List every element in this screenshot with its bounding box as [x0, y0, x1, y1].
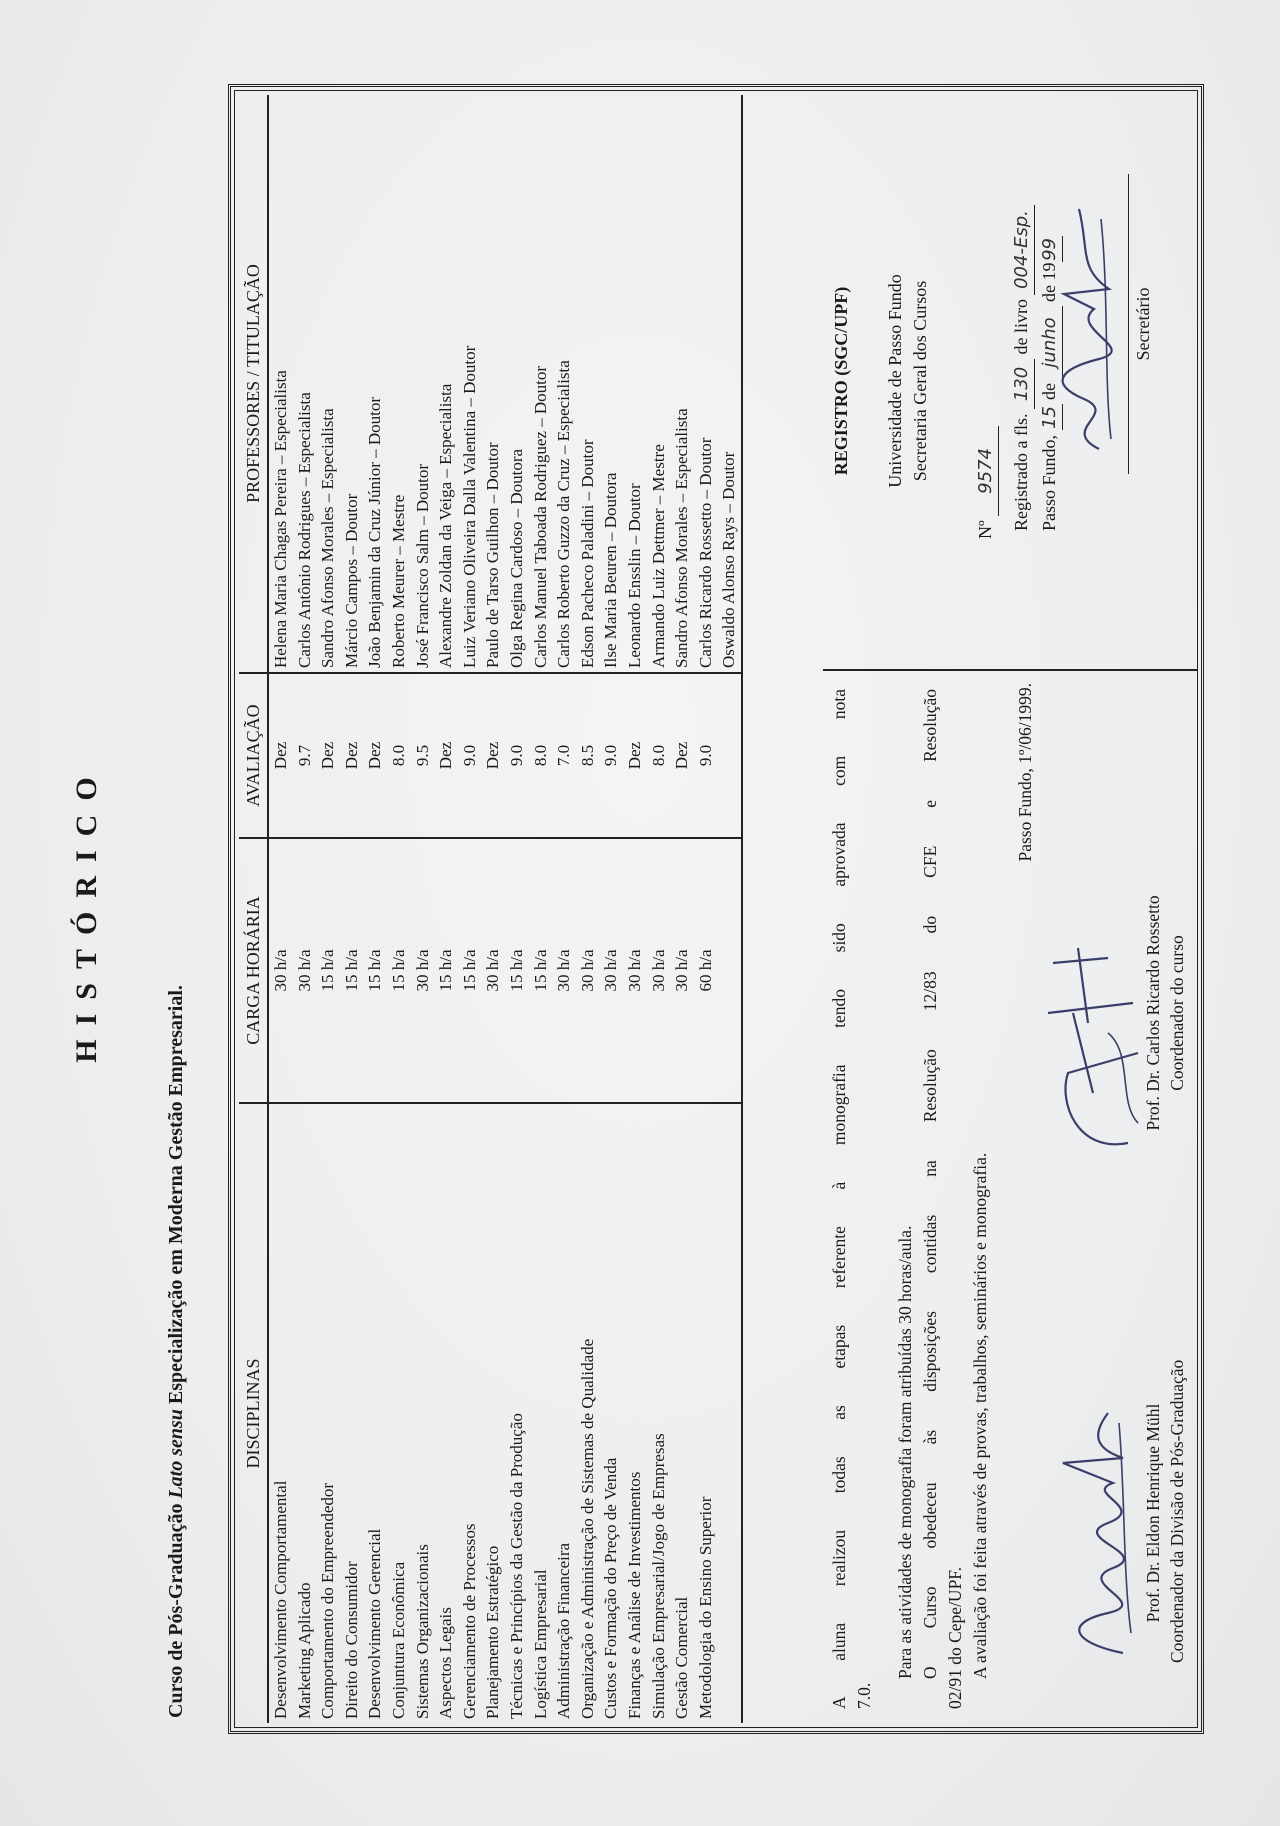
cell-professor: Carlos Roberto Guzzo da Cruz – Especialista: [552, 95, 576, 673]
registro-fls-label: Registrado a fls.: [1011, 413, 1031, 531]
registro-date-prefix: Passo Fundo,: [1039, 434, 1059, 531]
cell-disciplina: Logística Empresarial: [529, 1103, 553, 1723]
table-body: [268, 95, 742, 1723]
cell-avaliacao: 8.5: [576, 673, 600, 838]
left-signature-icon: [1053, 1403, 1143, 1663]
cell-avaliacao: Dez: [268, 673, 293, 838]
header-disciplinas: DISCIPLINAS: [239, 1103, 268, 1723]
cell-carga-horaria: 30 h/a: [647, 838, 671, 1103]
cell-professor: Carlos Antônio Rodrigues – Especialista: [293, 95, 317, 673]
registro-university: Universidade de Passo Fundo: [885, 274, 905, 488]
table-row: [670, 95, 694, 1723]
cell-carga-horaria: 15 h/a: [529, 838, 553, 1103]
cell-carga-horaria: 30 h/a: [411, 838, 435, 1103]
notes-city-date: Passo Fundo, 1º/06/1999.: [1015, 683, 1035, 862]
registro-numero-label: Nº: [975, 520, 995, 539]
registro-numero: [973, 426, 999, 539]
right-signer-role: Coordenador do curso: [1167, 935, 1187, 1091]
header-professores: PROFESSORES / TITULAÇÃO: [239, 95, 268, 673]
table-row: [717, 95, 742, 1723]
course-name: [165, 985, 188, 1718]
cell-disciplina: Sistemas Organizacionais: [411, 1103, 435, 1723]
note-line-5: 02/91 do Cepe/UPF.: [945, 1566, 965, 1709]
table-row: [434, 95, 458, 1723]
registro-livro-value: 004-Esp.: [1009, 205, 1035, 295]
cell-disciplina: Marketing Aplicado: [293, 1103, 317, 1723]
cell-avaliacao: 8.0: [529, 673, 553, 838]
cell-carga-horaria: 30 h/a: [599, 838, 623, 1103]
table-row: [647, 95, 671, 1723]
cell-avaliacao: 8.0: [647, 673, 671, 838]
cell-professor: Alexandre Zoldan da Veiga – Especialista: [434, 95, 458, 673]
table-row: [623, 95, 647, 1723]
cell-disciplina: [717, 1103, 742, 1723]
registro-date-month: junho: [1037, 306, 1063, 378]
cell-disciplina: Simulação Empresarial/Jogo de Empresas: [647, 1103, 671, 1723]
registro-numero-value: 9574: [973, 426, 999, 516]
registro-date-de1: de: [1039, 382, 1059, 400]
cell-carga-horaria: 15 h/a: [316, 838, 340, 1103]
registro-title: REGISTRO (SGC/UPF): [831, 286, 851, 476]
registro-date-year: 99: [1037, 236, 1063, 262]
cell-disciplina: Aspectos Legais: [434, 1103, 458, 1723]
grades-table: [239, 95, 743, 1723]
table-row: [694, 95, 718, 1723]
cell-avaliacao: 9.0: [458, 673, 482, 838]
cell-disciplina: Planejamento Estratégico: [481, 1103, 505, 1723]
cell-professor: Carlos Manuel Taboada Rodriguez – Doutor: [529, 95, 553, 673]
cell-professor: Leonardo Ensslin – Doutor: [623, 95, 647, 673]
table-row: [411, 95, 435, 1723]
notes-section: [823, 671, 1198, 1723]
table-row: [599, 95, 623, 1723]
table-row: [505, 95, 529, 1723]
registro-section: [823, 93, 1198, 671]
table-row: [387, 95, 411, 1723]
cell-carga-horaria: 30 h/a: [670, 838, 694, 1103]
table-row: [340, 95, 364, 1723]
cell-professor: Luiz Veriano Oliveira Dalla Valentina – Doutor: [458, 95, 482, 673]
registro-signature-icon: [1049, 199, 1129, 459]
cell-disciplina: Metodologia do Ensino Superior: [694, 1103, 718, 1723]
cell-avaliacao: Dez: [316, 673, 340, 838]
cell-disciplina: Organização e Administração de Sistemas de Qualidade: [576, 1103, 600, 1723]
note-line-3: Para as atividades de monografia foram atribuídas 30 horas/aula.: [895, 1225, 915, 1679]
cell-professor: Oswaldo Alonso Rays – Doutor: [717, 95, 742, 673]
table-row: [576, 95, 600, 1723]
cell-avaliacao: Dez: [340, 673, 364, 838]
cell-professor: Sandro Afonso Morales – Especialista: [316, 95, 340, 673]
cell-avaliacao: 8.0: [387, 673, 411, 838]
cell-carga-horaria: 30 h/a: [481, 838, 505, 1103]
cell-carga-horaria: 15 h/a: [458, 838, 482, 1103]
note-line-1: A aluna realizou todas as etapas referente à monografia tendo sido aprovada com nota: [829, 689, 849, 1709]
cell-avaliacao: 9.0: [505, 673, 529, 838]
cell-professor: Carlos Ricardo Rossetto – Doutor: [694, 95, 718, 673]
cell-avaliacao: Dez: [363, 673, 387, 838]
cell-disciplina: Técnicas e Princípios da Gestão da Produção: [505, 1103, 529, 1723]
cell-disciplina: Finanças e Análise de Investimentos: [623, 1103, 647, 1723]
header-carga-horaria: CARGA HORÁRIA: [239, 838, 268, 1103]
header-avaliacao: AVALIAÇÃO: [239, 673, 268, 838]
cell-carga-horaria: 15 h/a: [387, 838, 411, 1103]
table-row: [268, 95, 293, 1723]
cell-professor: Helena Maria Chagas Pereira – Especialista: [268, 95, 293, 673]
cell-avaliacao: Dez: [623, 673, 647, 838]
cell-professor: Márcio Campos – Doutor: [340, 95, 364, 673]
cell-carga-horaria: 30 h/a: [268, 838, 293, 1103]
course-lato-sensu: Lato sensu: [165, 1409, 187, 1499]
cell-carga-horaria: 15 h/a: [363, 838, 387, 1103]
cell-carga-horaria: 30 h/a: [623, 838, 647, 1103]
cell-disciplina: Administração Financeira: [552, 1103, 576, 1723]
cell-avaliacao: Dez: [434, 673, 458, 838]
left-signer-role: Coordenador da Divisão de Pós-Graduação: [1167, 1359, 1187, 1663]
registro-signature-line: [1128, 174, 1129, 474]
registro-signer-role: Secretário: [1133, 287, 1153, 361]
cell-professor: José Francisco Salm – Doutor: [411, 95, 435, 673]
cell-carga-horaria: 15 h/a: [505, 838, 529, 1103]
cell-avaliacao: Dez: [670, 673, 694, 838]
cell-professor: Ilse Maria Beuren – Doutora: [599, 95, 623, 673]
cell-disciplina: Gerenciamento de Processos: [458, 1103, 482, 1723]
cell-disciplina: Custos e Formação do Preço de Venda: [599, 1103, 623, 1723]
table-row: [293, 95, 317, 1723]
cell-avaliacao: 7.0: [552, 673, 576, 838]
cell-professor: Armando Luiz Dettmer – Mestre: [647, 95, 671, 673]
cell-carga-horaria: 60 h/a: [694, 838, 718, 1103]
cell-professor: Edson Pacheco Paladini – Doutor: [576, 95, 600, 673]
cell-avaliacao: 9.0: [599, 673, 623, 838]
cell-avaliacao: 9.0: [694, 673, 718, 838]
right-signature-block: [1141, 863, 1189, 1163]
right-signature-icon: [1038, 923, 1148, 1163]
document-frame: [228, 84, 1204, 1734]
registro-fls: [1009, 205, 1035, 531]
cell-disciplina: Desenvolvimento Gerencial: [363, 1103, 387, 1723]
cell-avaliacao: 9.7: [293, 673, 317, 838]
registro-livro-label: de livro: [1011, 299, 1031, 355]
cell-avaliacao: Dez: [481, 673, 505, 838]
cell-carga-horaria: 30 h/a: [576, 838, 600, 1103]
left-signature-block: [1141, 1359, 1189, 1663]
cell-carga-horaria: [717, 838, 742, 1103]
course-suffix: Especialização em Moderna Gestão Empresarial.: [165, 985, 187, 1405]
right-signer-name: Prof. Dr. Carlos Ricardo Rossetto: [1143, 895, 1163, 1131]
table-row: [529, 95, 553, 1723]
table-row: [316, 95, 340, 1723]
registro-secretaria: Secretaria Geral dos Cursos: [910, 280, 930, 482]
note-line-2: 7.0.: [854, 1682, 874, 1709]
cell-avaliacao: 9.5: [411, 673, 435, 838]
cell-carga-horaria: 30 h/a: [552, 838, 576, 1103]
table-row: [458, 95, 482, 1723]
cell-carga-horaria: 15 h/a: [340, 838, 364, 1103]
cell-disciplina: Gestão Comercial: [670, 1103, 694, 1723]
table-row: [363, 95, 387, 1723]
table-row: [552, 95, 576, 1723]
left-signer-name: Prof. Dr. Eldon Henrique Mühl: [1143, 1403, 1163, 1623]
cell-professor: João Benjamin da Cruz Júnior – Doutor: [363, 95, 387, 673]
cell-disciplina: Comportamento do Empreendedor: [316, 1103, 340, 1723]
cell-disciplina: Conjuntura Econômica: [387, 1103, 411, 1723]
table-header-row: [239, 95, 268, 1723]
cell-disciplina: Direito do Consumidor: [340, 1103, 364, 1723]
registro-date-day: 15: [1037, 404, 1063, 430]
cell-disciplina: Desenvolvimento Comportamental: [268, 1103, 293, 1723]
document-title: HISTÓRICO: [70, 763, 103, 1063]
table-row: [481, 95, 505, 1723]
cell-carga-horaria: 15 h/a: [434, 838, 458, 1103]
registro-fls-value: 130: [1009, 359, 1035, 409]
cell-carga-horaria: 30 h/a: [293, 838, 317, 1103]
course-prefix: Curso de Pós-Graduação: [165, 1503, 187, 1718]
cell-professor: Olga Regina Cardoso – Doutora: [505, 95, 529, 673]
note-line-6: A avaliação foi feita através de provas, trabalhos, seminários e monografia.: [970, 1152, 990, 1679]
cell-professor: Paulo de Tarso Guilhon – Doutor: [481, 95, 505, 673]
cell-professor: Sandro Afonso Morales – Especialista: [670, 95, 694, 673]
cell-professor: Roberto Meurer – Mestre: [387, 95, 411, 673]
registro-date-de2: de 19: [1039, 262, 1059, 302]
cell-avaliacao: [717, 673, 742, 838]
note-line-4: O Curso obedeceu às disposições contidas na Resolução 12/83 do CFE e Resolução: [920, 689, 940, 1679]
